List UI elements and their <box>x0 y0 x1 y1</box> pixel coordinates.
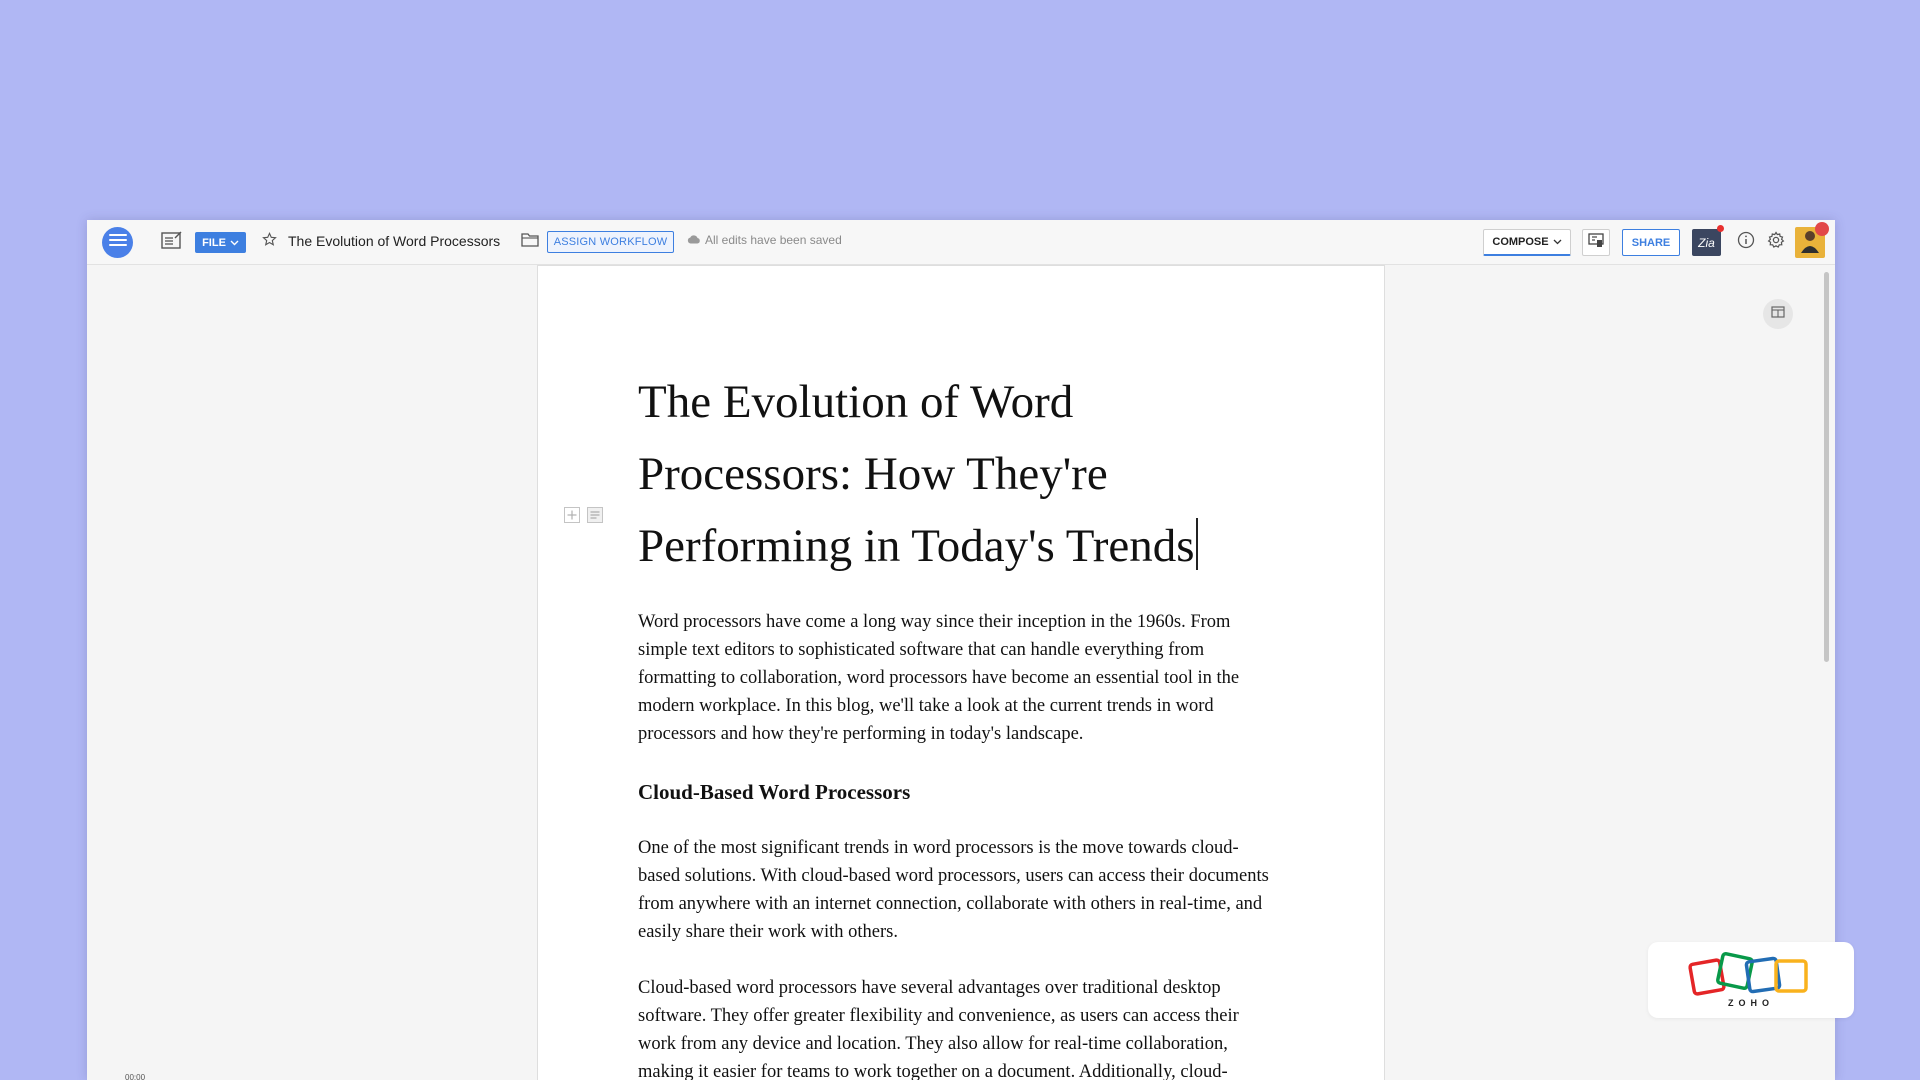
writer-app-window <box>87 220 1835 1080</box>
panel-layout-icon <box>1771 305 1785 323</box>
zia-label: Zia <box>1698 235 1715 250</box>
document-page[interactable] <box>537 265 1385 1080</box>
timestamp: 00:00 <box>125 1073 146 1080</box>
folder-icon <box>521 232 539 252</box>
info-icon <box>1737 231 1755 254</box>
notification-badge <box>1815 222 1829 236</box>
chevron-down-icon <box>230 237 239 249</box>
info-button[interactable] <box>1735 231 1757 253</box>
notification-dot <box>1717 225 1724 232</box>
section-paragraph[interactable]: One of the most significant trends in word processors is the move towards cloud-based solutions. With cloud-based word processors, users can access their documents from anywhere with an internet connection, collaborate with others in real-time, and easily share their work with others. <box>638 838 1269 942</box>
zoho-logo-card <box>1648 942 1854 1018</box>
compose-mode-button[interactable] <box>160 231 184 253</box>
present-icon <box>1588 233 1604 253</box>
folder-button[interactable] <box>519 232 541 252</box>
document-content[interactable] <box>638 366 1278 1080</box>
settings-button[interactable] <box>1765 231 1787 253</box>
block-options-button[interactable] <box>586 509 603 526</box>
star-icon <box>262 232 277 252</box>
present-button[interactable] <box>1582 229 1610 256</box>
chevron-down-icon <box>1553 236 1562 248</box>
cloud-icon <box>687 233 701 247</box>
top-toolbar <box>87 220 1835 265</box>
menu-button[interactable] <box>102 227 133 258</box>
paragraph-icon <box>587 507 603 528</box>
hamburger-menu-icon <box>109 233 127 252</box>
compose-dropdown[interactable] <box>1483 229 1571 256</box>
plus-icon <box>564 507 580 528</box>
save-status-text: All edits have been saved <box>705 233 842 247</box>
compose-window-icon <box>161 230 183 255</box>
panel-toggle-button[interactable] <box>1763 299 1793 329</box>
document-heading[interactable] <box>638 366 1278 582</box>
save-status <box>687 233 842 247</box>
block-tools <box>563 509 603 526</box>
share-button[interactable]: SHARE <box>1622 229 1680 256</box>
intro-paragraph[interactable]: Word processors have come a long way since their inception in the 1960s. From simple text editors to sophisticated software that can handle everything from formatting to collaboration, word processors have become an essential tool in the modern workplace. In this blog, we'll take a look at the current trends in word processors and how they're performing in today's landscape. <box>638 612 1240 744</box>
zoho-wordmark: ZOHO <box>1728 998 1774 1008</box>
compose-label: COMPOSE <box>1492 236 1549 248</box>
file-menu-button[interactable] <box>195 232 246 253</box>
document-title[interactable]: The Evolution of Word Processors <box>288 233 501 249</box>
gear-icon <box>1767 231 1785 254</box>
section-heading[interactable]: Cloud-Based Word Processors <box>638 780 911 804</box>
section-paragraph[interactable]: Cloud-based word processors have several advantages over traditional desktop software. They offer greater flexibility and convenience, as users can access their work from any device and location. They also allow for real-time collaboration, making it easier for teams to work together on a document. Additionally, cloud- <box>638 978 1239 1080</box>
document-heading-text: The Evolution of Word Processors: How They're Performing in Today's Trends <box>638 376 1195 572</box>
favorite-button[interactable] <box>259 231 279 253</box>
text-cursor <box>1196 518 1198 570</box>
scrollbar-thumb[interactable] <box>1824 272 1829 662</box>
file-label: FILE <box>202 236 226 249</box>
zia-assistant-button[interactable] <box>1692 229 1721 256</box>
user-avatar[interactable] <box>1795 227 1825 258</box>
assign-workflow-button[interactable]: ASSIGN WORKFLOW <box>547 231 674 253</box>
add-block-button[interactable] <box>563 509 580 526</box>
